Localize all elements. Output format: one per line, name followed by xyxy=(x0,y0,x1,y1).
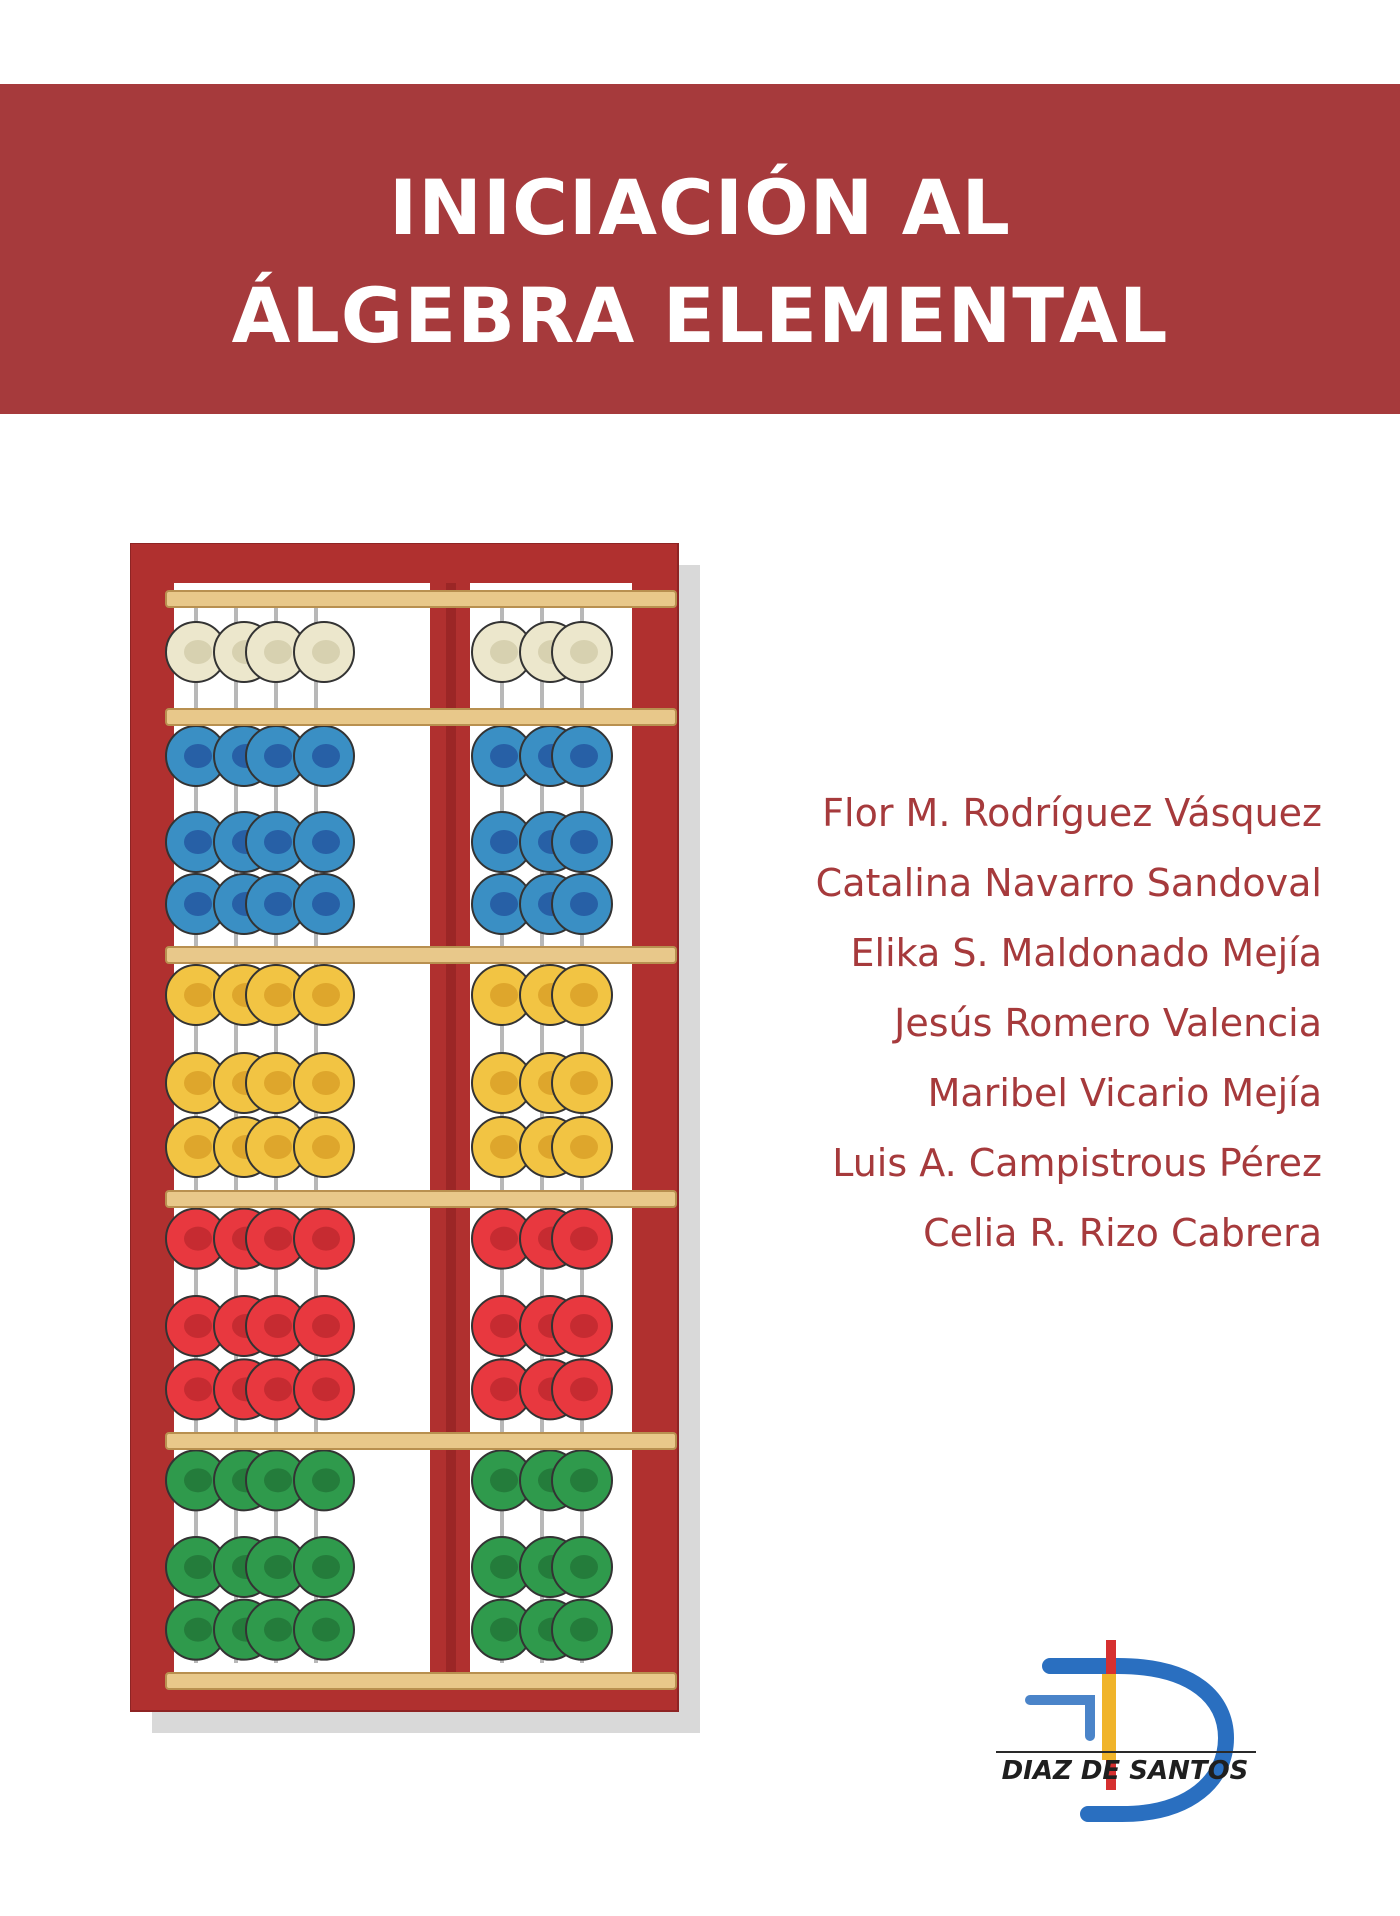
abacus-bead-shade xyxy=(184,1468,212,1492)
abacus-bead-shade xyxy=(264,1314,292,1338)
abacus-bead-shade xyxy=(490,1555,518,1579)
abacus-bead-shade xyxy=(312,640,340,664)
abacus-bead-shade xyxy=(490,1314,518,1338)
abacus-bead-shade xyxy=(312,1555,340,1579)
abacus-bead-shade xyxy=(570,1135,598,1159)
book-title-line-1: INICIACIÓN AL xyxy=(388,163,1011,252)
abacus-bead-shade xyxy=(264,892,292,916)
abacus-bead-shade xyxy=(570,1314,598,1338)
abacus-bead-shade xyxy=(570,1227,598,1251)
abacus-bead-shade xyxy=(490,830,518,854)
abacus-bead-shade xyxy=(264,1135,292,1159)
abacus-bead-shade xyxy=(312,1618,340,1642)
abacus-bead-shade xyxy=(570,1618,598,1642)
abacus-bead-shade xyxy=(570,1377,598,1401)
abacus-bead-shade xyxy=(570,1555,598,1579)
abacus-bead-shade xyxy=(184,1227,212,1251)
author-name: Jesús Romero Valencia xyxy=(894,1001,1322,1045)
abacus-bead-shade xyxy=(570,983,598,1007)
abacus-bead-shade xyxy=(490,1618,518,1642)
abacus-bead-shade xyxy=(264,640,292,664)
abacus-bead-shade xyxy=(184,744,212,768)
abacus-bead-shade xyxy=(264,744,292,768)
abacus-bead-shade xyxy=(312,1135,340,1159)
abacus-bead-shade xyxy=(490,1135,518,1159)
author-name: Maribel Vicario Mejía xyxy=(927,1071,1322,1115)
abacus-bead-shade xyxy=(184,892,212,916)
abacus-bead-shade xyxy=(184,983,212,1007)
author-name: Catalina Navarro Sandoval xyxy=(815,861,1322,905)
abacus-bead-shade xyxy=(264,983,292,1007)
abacus-bead-shade xyxy=(264,1618,292,1642)
abacus-bead-shade xyxy=(312,1377,340,1401)
abacus-icon xyxy=(130,543,700,1733)
abacus-bead-shade xyxy=(490,640,518,664)
abacus-bead-shade xyxy=(570,1071,598,1095)
publisher-logo xyxy=(990,1640,1260,1830)
abacus-bead-shade xyxy=(264,1468,292,1492)
abacus-bead-shade xyxy=(312,1071,340,1095)
abacus-bead-shade xyxy=(264,1555,292,1579)
abacus-bead-shade xyxy=(312,1314,340,1338)
author-name: Luis A. Campistrous Pérez xyxy=(832,1141,1322,1185)
abacus-bead-shade xyxy=(490,744,518,768)
abacus-bead-shade xyxy=(490,983,518,1007)
abacus-bead-shade xyxy=(184,640,212,664)
abacus-bead-shade xyxy=(312,830,340,854)
abacus-bead-shade xyxy=(312,1227,340,1251)
abacus-bead-shade xyxy=(490,1468,518,1492)
abacus-bead-shade xyxy=(570,830,598,854)
abacus-bead-shade xyxy=(312,983,340,1007)
abacus-bead-shade xyxy=(490,1227,518,1251)
abacus-bead-shade xyxy=(184,830,212,854)
abacus-bead-shade xyxy=(570,1468,598,1492)
abacus-bead-shade xyxy=(264,1071,292,1095)
abacus-bead-shade xyxy=(184,1618,212,1642)
abacus-bead-shade xyxy=(570,744,598,768)
abacus-bead-shade xyxy=(312,892,340,916)
abacus-bead-shade xyxy=(184,1555,212,1579)
book-title-line-2: ÁLGEBRA ELEMENTAL xyxy=(231,271,1169,360)
abacus-bead-shade xyxy=(490,1071,518,1095)
abacus-bead-shade xyxy=(184,1071,212,1095)
publisher-d-icon xyxy=(990,1640,1260,1830)
abacus-bead-shade xyxy=(264,1227,292,1251)
abacus-bead-shade xyxy=(184,1314,212,1338)
abacus-bead-shade xyxy=(184,1377,212,1401)
author-list xyxy=(682,778,1322,1268)
abacus-bead-shade xyxy=(570,640,598,664)
abacus-bead-shade xyxy=(312,1468,340,1492)
abacus-bead-shade xyxy=(184,1135,212,1159)
publisher-name: DIAZ DE SANTOS xyxy=(1001,1756,1249,1786)
abacus-bead-shade xyxy=(264,1377,292,1401)
abacus-bead-shade xyxy=(264,830,292,854)
abacus-bead-shade xyxy=(312,744,340,768)
abacus-bead-shade xyxy=(490,1377,518,1401)
author-name: Elika S. Maldonado Mejía xyxy=(850,931,1322,975)
author-name: Flor M. Rodríguez Vásquez xyxy=(822,791,1322,835)
abacus-bead-shade xyxy=(570,892,598,916)
author-name: Celia R. Rizo Cabrera xyxy=(923,1211,1322,1255)
abacus-bead-shade xyxy=(490,892,518,916)
